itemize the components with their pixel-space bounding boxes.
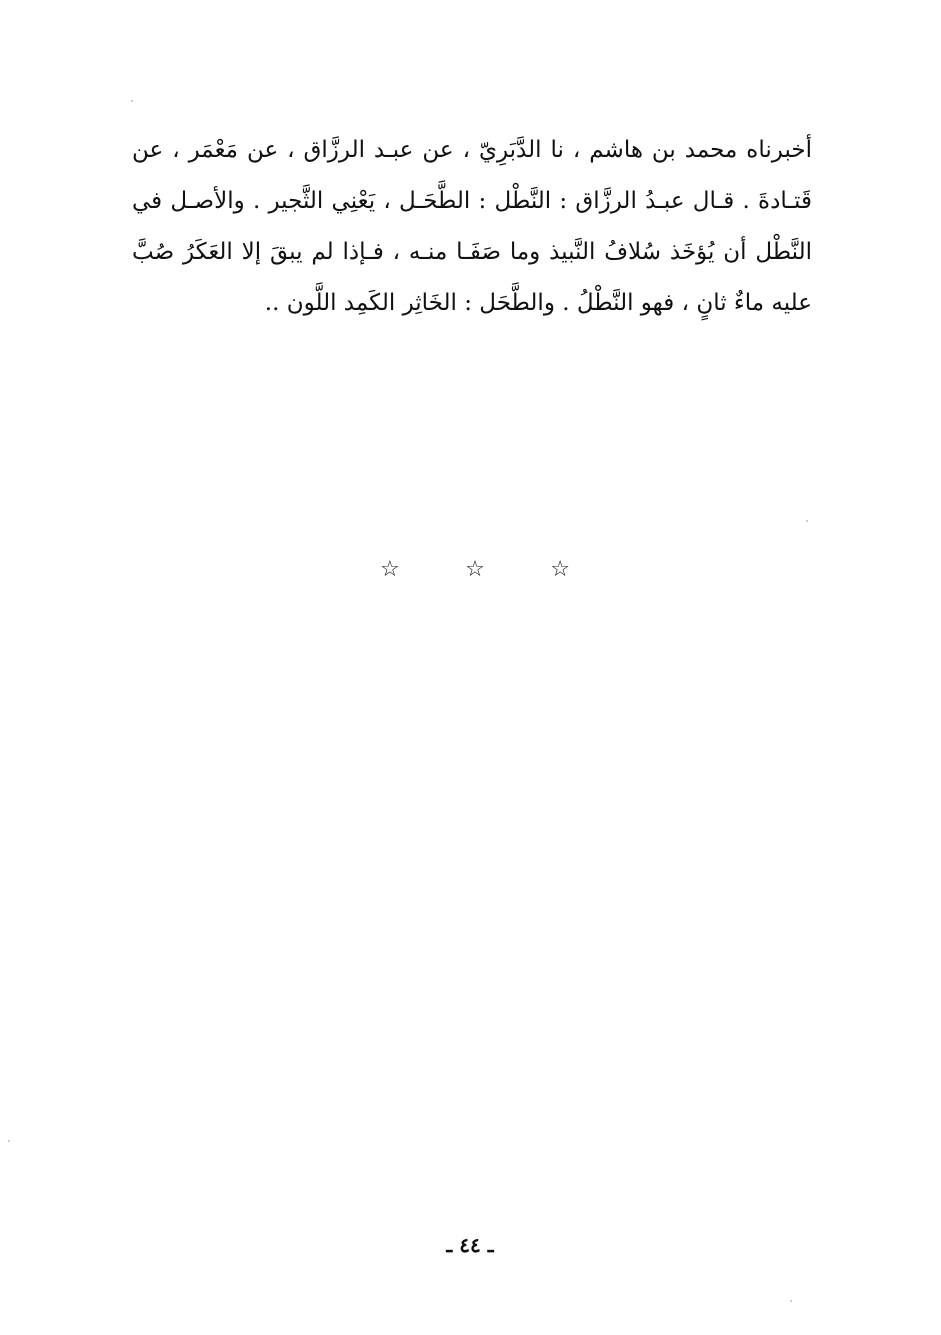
scan-speck: [131, 100, 133, 102]
paragraph-line-3: النَّطْل أن يُؤخَذ سُلافُ النَّبيذ وما صَفَـا منـه ، فـإذا لم يبقَ إلا العَكَرُ صُبَّ: [132, 239, 812, 265]
section-separator: [380, 557, 570, 582]
scan-speck: [8, 1140, 10, 1142]
paragraph-line-4: عليه ماءٌ ثانٍ ، فهو النَّطْلُ . والطَّحَل : الخَاثِر الكَمِد اللَّون ..: [264, 290, 812, 316]
scan-speck: [806, 520, 808, 522]
paragraph-line-2: قَتـادةَ . قـال عبـدُ الرزَّاق : النَّطْل : الطَّحَـل ، يَعْنِي الثَّجير . والأصـل في: [132, 188, 812, 214]
scan-speck: [790, 1300, 792, 1302]
paragraph-line-1: أخبرناه محمد بن هاشم ، نا الدَّبَرِيّ ، عن عبـد الرزَّاق ، عن مَعْمَر ، عن: [132, 137, 812, 163]
star-icon: ☆: [550, 557, 570, 582]
star-icon: ☆: [380, 557, 400, 582]
star-icon: ☆: [465, 557, 485, 582]
text-paragraph: [132, 128, 812, 332]
page-number: ـ ٤٤ ـ: [446, 1233, 494, 1257]
